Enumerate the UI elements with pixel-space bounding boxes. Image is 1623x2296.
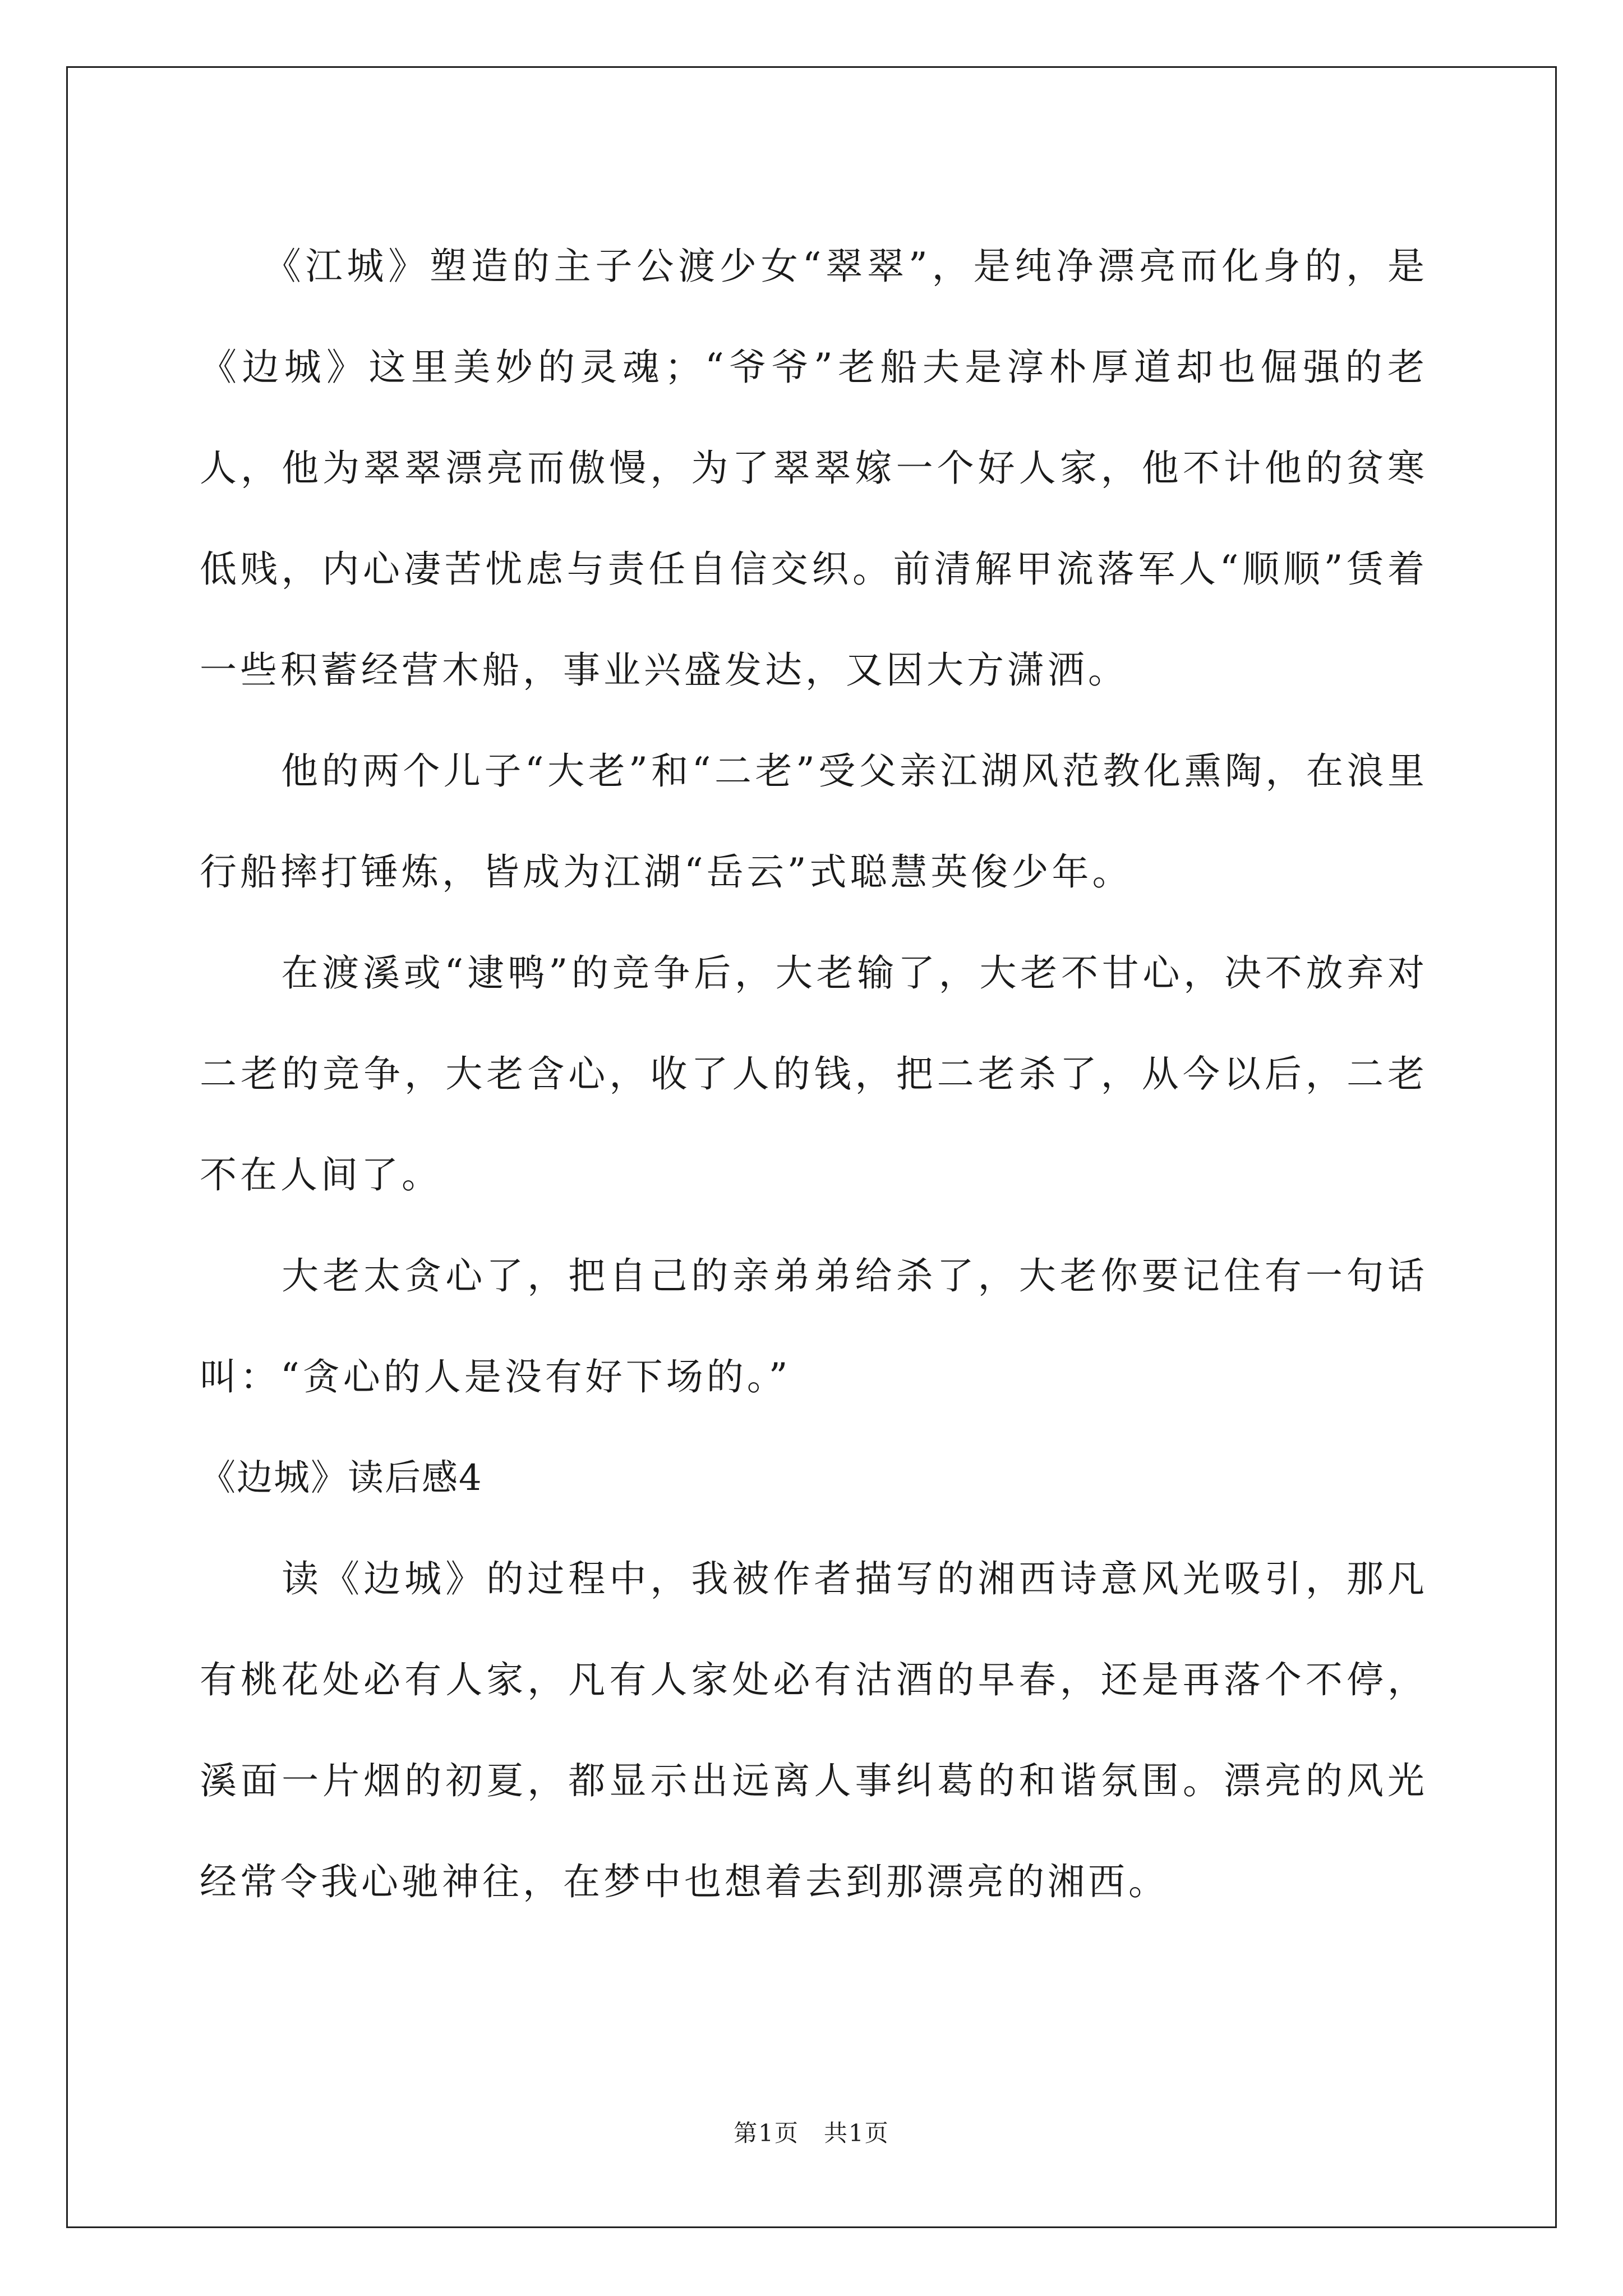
section-heading: 《边城》读后感4: [200, 1457, 483, 1499]
paragraph-xiangxi-scenery: 读《边城》的过程中，我被作者描写的湘西诗意风光吸引，那凡有桃花处必有人家，凡有人家处必有沽酒的早春，还是再落个不停，溪面一片烟的初夏，都显示出远离人事纠葛的和谐氛围。漂亮的风光经常令我心驰神往，在梦中也想着去到那漂亮的湘西。: [200, 1557, 1428, 1903]
paragraph-competition: 在渡溪或“逮鸭”的竞争后，大老输了，大老不甘心，决不放弃对二老的竞争，大老含心，收了人的钱，把二老杀了，从今以后，二老不在人间了。: [200, 951, 1428, 1197]
paragraph-two-sons: 他的两个儿子“大老”和“二老”受父亲江湖风范教化熏陶，在浪里行船摔打锤炼，皆成为江湖“岳云”式聪慧英俊少年。: [200, 749, 1428, 894]
page-footer: 第1页 共1页: [734, 2119, 889, 2147]
paragraph-cuicui: 《江城》塑造的主子公渡少女“翠翠”，是纯净漂亮而化身的，是《边城》这里美妙的灵魂；“爷爷”老船夫是淳朴厚道却也倔强的老人，他为翠翠漂亮而傲慢，为了翠翠嫁一个好人家，他不计他的贫寒低贱，内心凄苦忧虑与责任自信交织。前清解甲流落军人“顺顺”赁着一些积蓄经营木船，事业兴盛发达，又因大方潇洒。: [200, 245, 1428, 692]
paragraph-greed: 大老太贪心了，把自己的亲弟弟给杀了，大老你要记住有一句话叫：“贪心的人是没有好下场的。”: [200, 1254, 1428, 1398]
document-body: [200, 216, 1428, 1932]
